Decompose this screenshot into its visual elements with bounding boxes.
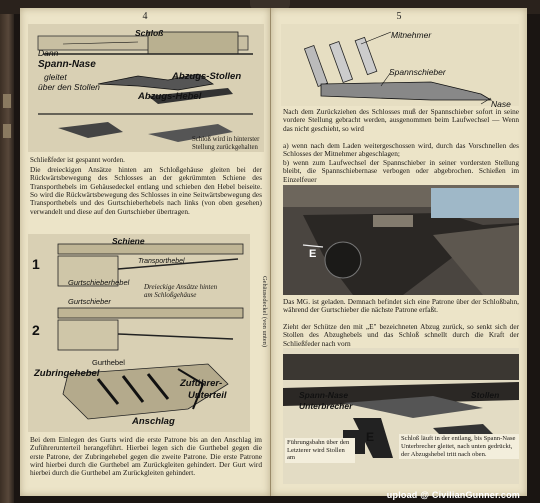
- paragraph-geladen: Das MG. ist geladen. Demnach befindet sich eine Patrone über der Schloßbahn, während der Gurtschieber die nächste Patrone erfaßt.: [283, 297, 519, 315]
- figure-number-2: 2: [32, 322, 40, 338]
- cover-stripe: [3, 124, 11, 138]
- label-spann-nase: Spann-Nase: [38, 59, 96, 70]
- sear-diagram: [283, 348, 519, 484]
- page-number: 4: [142, 11, 148, 22]
- label-spann-nase-2: Spann-Nase: [299, 390, 349, 400]
- paragraph-abzug: Zieht der Schütze den mit „E" bezeichneten Abzug zurück, so senkt sich der Stollen des Abzughebels und das Schloß schnellt durch die Kraft der Schließfeder nach vorn: [283, 322, 519, 348]
- figure-number-1: 1: [32, 256, 40, 272]
- label-mitnehmer: Mitnehmer: [391, 30, 432, 40]
- label-dreieckige: Dreieckige Ansätze hinten am Schloßgehäuse: [144, 283, 218, 299]
- cover-edge: [0, 14, 14, 503]
- label-zufuehrer: Zuführer-: [180, 378, 223, 389]
- photo-highlight: [431, 188, 519, 218]
- left-page: [20, 8, 271, 496]
- label-ueber-stollen: über den Stollen: [38, 82, 100, 92]
- paragraph-ansaetze: Die dreieckigen Ansätze hinten am Schloßgehäuse gleiten bei der Rückwärtsbewegung des Schlosses an der gekrümmten Schiene des Transporthebels im Gehäusedeckel entlang und schieben den Hebel beiseite. So wird die Rückwärtsbewegung des Schlosses in eine Seitwärtsbewegung des Transporthebels und des Gurtschieberhebels nach links (von oben gesehen) verwandelt und diese auf den Gurtschieber übertragen.: [30, 165, 262, 216]
- label-schiene: Schiene: [112, 236, 145, 246]
- label-unterteil: Unterteil: [188, 390, 227, 401]
- label-anschlag: Anschlag: [132, 416, 175, 427]
- label-schloss-wird: Schloß wird in hinterster Stellung zurückgehalten: [192, 136, 260, 151]
- label-stollen: Stollen: [471, 390, 500, 400]
- right-page: [271, 8, 527, 496]
- watermark: upload @ CivilianGunner.com: [386, 490, 520, 500]
- list-item-b: b) wenn zum Laufwechsel der Spannschieber in seiner vordersten Stellung bleibt, die Spannschiebernase verbogen oder abgebrochen. Schießen im Einzelfeuer: [283, 158, 519, 184]
- label-abzugs-hebel: Abzugs-Hebel: [138, 91, 202, 102]
- label-gurthebel: Gurthebel: [92, 358, 125, 367]
- label-dann: Dann: [38, 48, 59, 58]
- label-nase: Nase: [491, 99, 511, 109]
- label-e-sear: E: [366, 430, 375, 444]
- label-schloss: Schloß: [135, 28, 164, 38]
- side-caption-text: Gehäusedeckel (von unten): [261, 275, 269, 348]
- label-abzugs-stollen: Abzugs-Stollen: [172, 71, 242, 82]
- label-e-trigger: E: [309, 248, 317, 260]
- label-transporthebel: Transporthebel: [138, 258, 185, 265]
- cover-stripe: [3, 94, 11, 108]
- paragraph-spannschieber: Nach dem Zurückziehen des Schlosses muß der Spannschieber sofort in seine vordere Stellung gebracht werden, ausgenommen beim Laufwechsel — Wenn das nicht geschieht, so wird: [283, 107, 519, 133]
- paragraph-gurt: Bei dem Einlegen des Gurts wird die erste Patrone bis an den Anschlag im Zuführerunterteil herangeführt. Hierbei legen sich die Gurthebel gegen die erste Patrone, der Zubringehebel gegen die zweite Patrone. Die erste Patrone wird hierbei durch die Gurthebel am Zurückgleiten gehindert. Der Gurt wird hierbei durch die Gurthebel am Zurückgleiten gehindert.: [30, 435, 262, 478]
- label-schliessfeder: Schließfeder ist gespannt worden.: [30, 156, 125, 164]
- list-item-a: a) wenn nach dem Laden weitergeschossen wird, durch das Vorschnellen des Schlosses der Mitnehmer abgeschlagen;: [283, 141, 519, 159]
- label-zubringehebel: Zubringehebel: [34, 368, 100, 379]
- label-gleitet: gleitet: [44, 72, 67, 82]
- page-number: 5: [396, 11, 402, 22]
- label-schloss-laeuft: Schloß läuft in der entlang, bis Spann-Nase Unterbrecher gleitet, nach unten gedrückt, der Abzugshebel tritt nach oben.: [399, 434, 519, 459]
- label-gurtschieberhebel: Gurtschieberhebel: [68, 278, 130, 287]
- sear-diagram-drawing: [283, 348, 519, 484]
- label-unterbrecher: Unterbrecher: [299, 401, 353, 411]
- label-gurtschieber: Gurtschieber: [68, 297, 111, 306]
- side-caption: [259, 275, 271, 358]
- label-spannschieber: Spannschieber: [389, 67, 446, 77]
- label-fuehrungsbahn: Führungsbahn über den Letzterer wird Stollen am: [285, 438, 355, 463]
